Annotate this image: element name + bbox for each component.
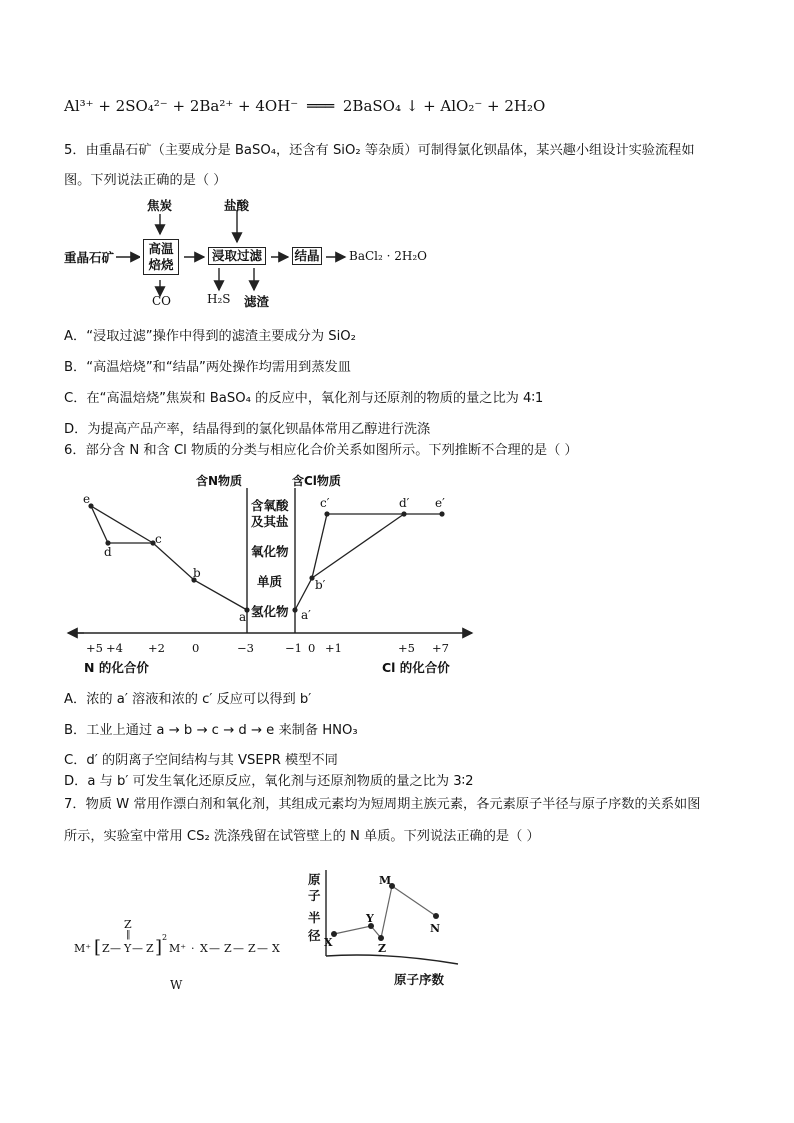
n-axis-title: N 的化合价 xyxy=(84,660,149,675)
flow-leach-text: 浸取过滤 xyxy=(211,248,262,263)
formula-charge: 2 xyxy=(162,933,168,942)
formula-bond: — xyxy=(110,942,121,955)
q7-radius-graph xyxy=(296,866,466,992)
flow-h2s-label: H₂S xyxy=(207,292,231,306)
q5-option-a[interactable]: A．“浸取过滤”操作中得到的滤渣主要成分为 SiO₂ xyxy=(64,329,356,344)
radius-label-y: Y xyxy=(366,912,374,925)
n-series-line xyxy=(91,506,247,610)
cat-oxyacid-line1: 含氧酸 xyxy=(251,498,289,513)
formula-x2: X xyxy=(272,942,280,955)
radius-ylabel-3: 半 xyxy=(308,910,321,925)
flow-roast-line1: 高温 xyxy=(148,241,174,256)
q7-stem-line2: 所示，实验室中常用 CS₂ 洗涤残留在试管壁上的 N 单质。下列说法正确的是（ ） xyxy=(64,829,540,844)
formula-z2: Z xyxy=(146,942,154,955)
formula-x1: X xyxy=(200,942,208,955)
equation-rhs: 2BaSO₄ ↓ + AlO₂⁻ + 2H₂O xyxy=(342,97,546,115)
q7-structure-w xyxy=(74,918,304,998)
q5-option-c[interactable]: C．在“高温焙烧”焦炭和 BaSO₄ 的反应中，氧化剂与还原剂的物质的量之比为 4∶1 xyxy=(64,391,544,406)
formula-bond: — xyxy=(233,942,244,955)
flow-crystal-text: 结晶 xyxy=(294,248,320,263)
label-n-b: b xyxy=(193,566,201,580)
n-tick: +5 xyxy=(86,641,103,655)
point-cl-d xyxy=(401,511,406,516)
cl-tick: +5 xyxy=(398,641,415,655)
radius-label-x: X xyxy=(324,936,333,949)
radius-ylabel-4: 径 xyxy=(308,928,321,943)
n-tick: +4 xyxy=(106,641,123,655)
cat-hydride: 氢化物 xyxy=(251,604,289,619)
n-tick: 0 xyxy=(192,641,200,655)
flow-product-label: BaCl₂ · 2H₂O xyxy=(349,249,427,263)
q5-stem-line1: 5．由重晶石矿（主要成分是 BaSO₄，还含有 SiO₂ 等杂质）可制得氯化钡晶体，某兴趣小组设计实验流程如 xyxy=(64,143,695,158)
label-cl-a: a′ xyxy=(301,608,311,622)
formula-bracket-right: ] xyxy=(155,937,163,958)
point-cl-a xyxy=(292,607,297,612)
point-cl-b xyxy=(309,575,314,580)
radius-label-m: M xyxy=(379,874,392,887)
radius-x-axis xyxy=(326,955,458,964)
q5-flow-diagram xyxy=(64,196,464,311)
label-n-c: c xyxy=(155,532,162,546)
formula-m2: M⁺ xyxy=(169,942,187,955)
equation-arrow: ═══ xyxy=(307,97,335,115)
flow-coke-label: 焦炭 xyxy=(147,198,173,213)
radius-label-n: N xyxy=(430,922,441,935)
cl-tick: +1 xyxy=(325,641,342,655)
label-n-a: a xyxy=(239,610,247,624)
flow-ore-label: 重晶石矿 xyxy=(64,250,115,265)
formula-dot: · xyxy=(191,942,195,955)
formula-y: Y xyxy=(124,942,132,955)
radius-ylabel-1: 原 xyxy=(308,872,321,887)
cl-tick: +7 xyxy=(432,641,449,655)
formula-bracket-left: [ xyxy=(94,937,102,958)
radius-point-n xyxy=(433,913,439,919)
radius-label-z: Z xyxy=(378,942,387,955)
flow-co-label: CO xyxy=(152,294,172,308)
formula-z-top: Z xyxy=(124,918,132,931)
radius-xlabel: 原子序数 xyxy=(394,972,445,987)
q5-stem-line2: 图。下列说法正确的是（ ） xyxy=(64,173,227,188)
flow-roast-box xyxy=(140,236,182,278)
flow-leach-box xyxy=(205,244,269,268)
q5-option-d[interactable]: D．为提高产品产率，结晶得到的氯化钡晶体常用乙醇进行洗涤 xyxy=(64,422,431,437)
cl-header: 含Cl物质 xyxy=(292,474,341,488)
cat-element: 单质 xyxy=(257,574,283,589)
q6-valence-chart xyxy=(64,466,484,680)
label-n-d: d xyxy=(104,545,112,559)
q7-stem-line1: 7．物质 W 常用作漂白剂和氧化剂，其组成元素均为短周期主族元素，各元素原子半径与原子序数的关系如图 xyxy=(64,797,701,812)
n-tick: +2 xyxy=(148,641,165,655)
radius-ylabel-2: 子 xyxy=(308,888,321,903)
label-n-e: e xyxy=(83,492,91,506)
formula-m1: M⁺ xyxy=(74,942,92,955)
q6-option-c[interactable]: C．d′ 的阴离子空间结构与其 VSEPR 模型不同 xyxy=(64,753,338,768)
cl-tick: −1 xyxy=(285,641,302,655)
top-equation xyxy=(64,96,754,116)
cl-series-line xyxy=(295,514,442,610)
q6-stem: 6．部分含 N 和含 Cl 物质的分类与相应化合价关系如图所示。下列推断不合理的是（ ） xyxy=(64,443,578,458)
flow-roast-line2: 焙烧 xyxy=(148,257,174,272)
cl-axis-title: Cl 的化合价 xyxy=(382,660,450,675)
equation-lhs: Al³⁺ + 2SO₄²⁻ + 2Ba²⁺ + 4OH⁻ xyxy=(64,97,299,115)
radius-point-z xyxy=(378,935,384,941)
q6-option-a[interactable]: A．浓的 a′ 溶液和浓的 c′ 反应可以得到 b′ xyxy=(64,692,312,707)
formula-z1: Z xyxy=(102,942,110,955)
label-cl-e: e′ xyxy=(435,496,445,510)
radius-trend-line xyxy=(334,886,436,938)
n-tick: −3 xyxy=(237,641,254,655)
flow-residue-label: 滤渣 xyxy=(244,294,270,309)
label-cl-b: b′ xyxy=(315,578,326,592)
flow-hcl-label: 盐酸 xyxy=(224,198,250,213)
cat-oxyacid-line2: 及其盐 xyxy=(251,514,289,529)
formula-bond: — xyxy=(209,942,220,955)
label-cl-d: d′ xyxy=(399,496,410,510)
q6-option-b[interactable]: B．工业上通过 a → b → c → d → e 来制备 HNO₃ xyxy=(64,723,358,738)
formula-label-w: W xyxy=(170,978,183,992)
q5-option-b[interactable]: B．“高温焙烧”和“结晶”两处操作均需用到蒸发皿 xyxy=(64,360,351,375)
point-cl-c xyxy=(324,511,329,516)
flow-crystal-box xyxy=(289,244,325,268)
formula-z3: Z xyxy=(224,942,232,955)
n-header: 含N物质 xyxy=(196,474,243,488)
label-cl-c: c′ xyxy=(320,496,330,510)
point-cl-e xyxy=(439,511,444,516)
cl-tick: 0 xyxy=(308,641,316,655)
q6-option-d[interactable]: D．a 与 b′ 可发生氧化还原反应，氧化剂与还原剂物质的量之比为 3∶2 xyxy=(64,774,474,789)
cat-oxide: 氧化物 xyxy=(251,544,289,559)
formula-z4: Z xyxy=(248,942,256,955)
formula-double-bond: ‖ xyxy=(126,930,131,940)
formula-bond: — xyxy=(257,942,268,955)
formula-bond: — xyxy=(132,942,143,955)
